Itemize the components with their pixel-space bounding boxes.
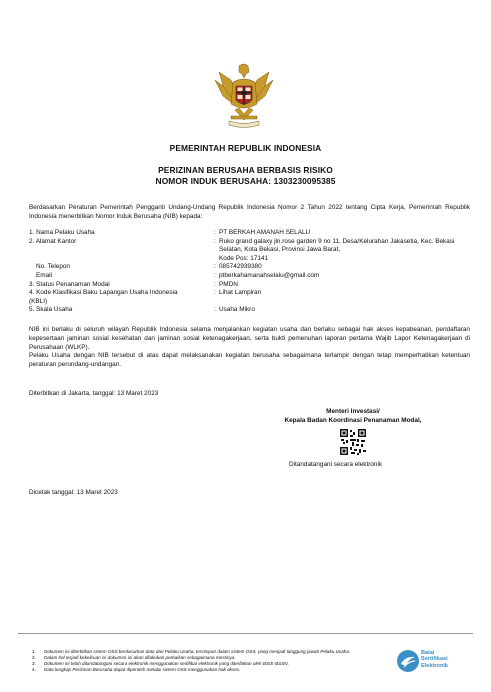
field-label: (KBLI)	[29, 297, 48, 305]
bsre-logo	[396, 649, 476, 677]
field-value: Usaha Mikro	[219, 306, 255, 314]
intro-paragraph: Berdasarkan Peraturan Pemerintah Pengganti Undang-Undang Republik Indonesia Nomor 2 Tahun 2022 tentang Cipta Kerja, Pemerintah Republik Indonesia menerbitkan Nomor Induk Berusaha (NIB) kepada:	[29, 204, 470, 221]
footer-note: 4. Data lengkap Perizinan Berusaha dapat diperoleh melalui sistem OSS menggunakan hak akses.	[32, 667, 241, 672]
field-value: PMDN	[219, 280, 238, 288]
bsre-badge-icon	[396, 649, 420, 673]
business-fields	[29, 229, 470, 315]
field-label: No. Telepon	[36, 263, 70, 271]
field-label: 4. Kode Klasifikasi Baku Lapangan Usaha Indonesia	[29, 289, 178, 297]
business-actor-paragraph: Pelaku Usaha dengan NIB tersebut di atas dapat melaksanakan kegiatan berusaha sebagaimana terlampir dengan tetap memperhatikan ketentuan peraturan perundang-undangan.	[29, 352, 470, 369]
nib-validity-paragraph: NIB ini berlaku di seluruh wilayah Republik Indonesia selama menjalankan kegiatan usaha dan berlaku sebagai hak akses kepabeanan, pendaftaran kepesertaan jaminan sosial kesehatan dan jaminan sosial ketenagakerjaan, serta bukti pemenuhan laporan pertama Wajib Lapor Ketenagakerjaan di Perusahaan (WLKP).	[29, 326, 470, 352]
footer-note: 2. Dalam hal terjadi kekeliruan isi dokumen ini akan dilakukan perbaikan sebagaimana mestinya.	[32, 655, 236, 660]
field-label	[29, 255, 214, 264]
field-label: 5. Skala Usaha	[29, 306, 73, 314]
qr-code-icon	[339, 428, 367, 456]
signatory-title: Menteri Investasi/	[326, 408, 380, 415]
field-row: No. Telepon : 085742939380	[29, 263, 470, 272]
garuda-emblem-icon	[213, 62, 275, 130]
field-label: 1. Nama Pelaku Usaha	[29, 229, 95, 236]
field-value: 085742939380	[219, 263, 262, 271]
field-row: 5. Skala Usaha : Usaha Mikro	[29, 306, 470, 315]
government-title: PEMERINTAH REPUBLIK INDONESIA	[169, 143, 322, 153]
electronic-signature-note: Ditandatangani secara elektronik	[289, 461, 383, 468]
signatory-office: Kepala Badan Koordinasi Penanaman Modal,	[284, 417, 422, 424]
footer-notes	[32, 649, 392, 673]
footer-note: 1. Dokumen ini diterbitkan sistem OSS berdasarkan data dari Pelaku Usaha, tersimpan dalam sistem OSS, yang menjadi tanggung jawab Pelaku Usaha.	[32, 649, 351, 654]
field-value	[219, 298, 470, 307]
field-value: Lihat Lampiran	[219, 289, 262, 297]
nib-number: NOMOR INDUK BERUSAHA: 1303230095385	[155, 176, 336, 186]
printed-date: Dicetak tanggal: 13 Maret 2023	[29, 489, 118, 496]
signature-block	[269, 407, 437, 469]
field-row: 4. Kode Klasifikasi Baku Lapangan Usaha Indonesia : Lihat Lampiran	[29, 289, 470, 298]
field-label: 2. Alamat Kantor	[29, 237, 77, 245]
field-value: Ruko grand galaxy jln.rose garden 9 no 11, Desa/Kelurahan Jakasetia, Kec. Bekasi Selatan, Kota Bekasi, Provinsi Jawa Barat,	[219, 237, 455, 254]
bsre-label: Balai Sertifikasi Elektronik	[421, 650, 449, 669]
field-value: PT BERKAH AMANAH SELALU	[219, 229, 311, 236]
field-row: 3. Status Penanaman Modal : PMDN	[29, 281, 470, 290]
field-row	[29, 298, 470, 307]
field-row: Email : ptberkahamanahselalu@gmail.com	[29, 272, 470, 281]
permit-title: PERIZINAN BERUSAHA BERBASIS RISIKO	[158, 165, 333, 175]
field-row: 1. Nama Pelaku Usaha : PT BERKAH AMANAH SELALU	[29, 229, 470, 238]
field-row	[29, 255, 470, 264]
field-value: ptberkahamanahselalu@gmail.com	[219, 271, 320, 279]
field-row: 2. Alamat Kantor : Ruko grand galaxy jln.rose garden 9 no 11, Desa/Kelurahan Jakasetia, Kec. Bekasi Selatan, Kota Bekasi, Provinsi Jawa Barat,	[29, 238, 470, 255]
footer	[18, 633, 473, 685]
field-value: Kode Pos: 17141	[219, 254, 269, 262]
field-label: 3. Status Penanaman Modal	[29, 280, 110, 288]
footer-note: 3. Dokumen ini telah ditandatangani secara elektronik menggunakan sertifikat elektronik yang diterbitkan oleh BSrE-BSSN.	[32, 661, 289, 666]
field-label: Email	[36, 271, 52, 279]
issued-date: Diterbitkan di Jakarta, tanggal: 13 Maret 2023	[29, 390, 159, 397]
